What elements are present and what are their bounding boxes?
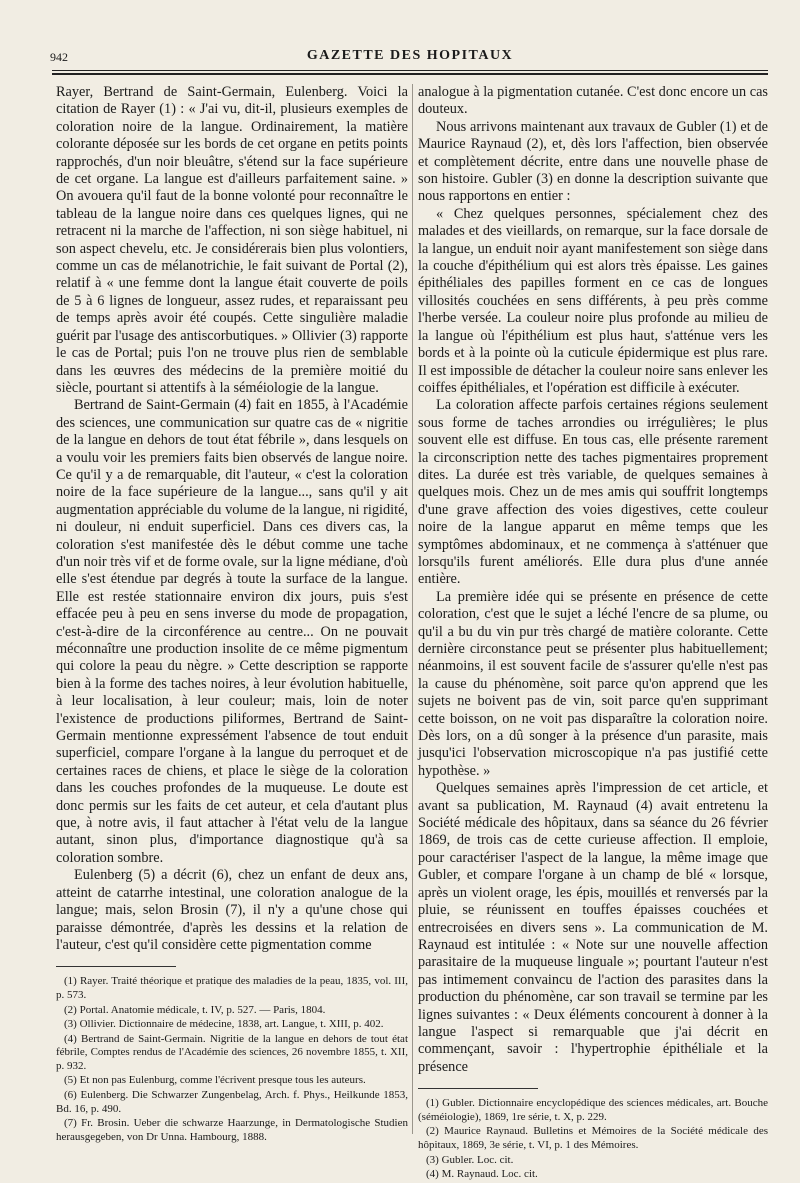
- paragraph: Bertrand de Saint-Germain (4) fait en 1855, à l'Académie des sciences, une communication sur quatre cas de « nigritie de la langue en dehors de tout état fébrile », dans lesquels on a voulu voir les premiers faits bien observés de langue noire. Ce qu'il y a de remarquable, dit l'auteur, « c'est la coloration noire de la face supérieure de la langue..., sans qu'il y ait augmentation appréciable du volume de la langue, ni rigidité, ni douleur, ni enduit superficiel. Dans ces divers cas, la coloration s'est manifestée dès le début comme une tache d'un noir très vif et de forme ovale, sur la ligne médiane, d'où elle s'est étendue par degrés à toute la surface de la langue. Elle est restée stationnaire environ dix jours, puis s'est effacée peu à peu en sens inverse du mode de propagation, c'est-à-dire de la circonférence au centre... On ne pouvait méconnaître une production insolite de ce même pigmentum qui colore la peau du nègre. » Cette description se rapporte bien à la forme des taches noires, à leur évolution habituelle, à leur localisation, à leur couleur; mais, loin de noter l'existence de productions piliformes, Bertrand de Saint-Germain mentionne expressément l'absence de tout enduit superficiel, compare l'organe à la langue du perroquet et de certaines races de chiens, et place le siège de la coloration dans les couches profondes de la muqueuse. Le doute est donc permis sur les faits de cet auteur, et cela d'autant plus que, à notre avis, il faut attacher à l'état velu de la langue autant, sinon plus, d'importance diagnostique qu'à sa coloration sombre.: [56, 397, 408, 866]
- footnote: (1) Gubler. Dictionnaire encyclopédique des sciences médicales, art. Bouche (séméiologie), 1869, 1re série, t. X, p. 229.: [418, 1097, 768, 1123]
- paragraph: La première idée qui se présente en présence de cette coloration, c'est que le sujet a léché l'encre de sa plume, ou qu'il a bu du vin pur très chargé de matière colorante. Cette dernière circonstance peut se présenter plus habituellement; néanmoins, il est souvent facile de s'assurer qu'elle n'est pas la cause du phénomène, soit parce qu'on apprend que les sujets ne boivent pas de vin, soit parce qu'en supprimant cette boisson, on ne voit pas disparaître la coloration noire. Dès lors, on a dû songer à la présence d'un parasite, mais jusqu'ici l'observation microscopique n'a pas justifié cette hypothèse. »: [418, 588, 768, 779]
- header-rule-thick: [52, 73, 768, 75]
- running-title: GAZETTE DES HOPITAUX: [306, 48, 514, 63]
- page-number: 942: [50, 50, 68, 64]
- footnote: (3) Ollivier. Dictionnaire de médecine, 1838, art. Langue, t. XIII, p. 402.: [64, 1018, 384, 1031]
- left-column: [56, 84, 408, 1145]
- footnotes: [418, 1097, 768, 1182]
- footnote: (2) Maurice Raynaud. Bulletins et Mémoires de la Société médicale des hôpitaux, 1869, 3e série, t. VI, p. 1 des Mémoires.: [418, 1125, 768, 1151]
- header-rule: [52, 70, 768, 71]
- paragraph: La coloration affecte parfois certaines régions seulement sous forme de taches arrondies ou irrégulières; le plus souvent elle est diffuse. En tous cas, elle présente rarement la circonscription nette des taches pigmentaires proprement dites. La durée est très variable, de quelques semaines à quelques mois. Chez un de mes amis qui souffrit longtemps d'une grave affection des voies digestives, cette couleur noire de la langue apparut en même temps que les symptômes abdominaux, et ne commença à s'atténuer que lorsqu'ils furent améliorés. Elle dura plus d'une année entière.: [418, 397, 768, 588]
- right-column: [418, 84, 768, 1183]
- footnote: (1) Rayer. Traité théorique et pratique des maladies de la peau, 1835, vol. III, p. 573.: [56, 975, 408, 1001]
- paragraph: Rayer, Bertrand de Saint-Germain, Eulenberg. Voici la citation de Rayer (1) : « J'ai vu, dit-il, plusieurs exemples de coloration noire de la langue. Ordinairement, la matière colorante déposée sur les bords de cet organe en petits points rapprochés, d'un noir bleuâtre, s'étend sur la face supérieure de cet organe. La langue est d'ailleurs parfaitement saine. » On avouera qu'il faut de la bonne volonté pour reconnaître le tableau de la langue noire dans ces quelques lignes, qui ne retracent ni la marche de l'affection, ni son siège habituel, ni son aspect chevelu, etc. Je considérerais bien plus volontiers, comme un cas de mélanotrichie, le fait suivant de Portal (2), relatif à « une femme dont la langue était couverte de poils de 5 à 6 lignes de longueur, assez rudes, et reparaissant peu de temps après avoir été coupés. Cette singulière maladie guérit par l'usage des antiscorbutiques. » Ollivier (3) rapporte le cas de Portal; puis l'on ne trouve plus rien de semblable dans les œuvres des médecins de la première moitié du siècle, pourtant si attentifs à la séméiologie de la langue.: [56, 84, 408, 396]
- paragraph: Quelques semaines après l'impression de cet article, et avant sa publication, M. Raynaud (4) avait entretenu la Société médicale des hôpitaux, dans sa séance du 26 février 1869, de trois cas de cette curieuse affection. Il emploie, pour caractériser l'aspect de la langue, la même image que Gubler, et compare l'organe à un champ de blé « lorsque, après un violent orage, les épis, mouillés et renversés par la pluie, se réunissent en touffes épaisses couchées et entrecroisées en divers sens ». La communication de M. Raynaud est intitulée : « Note sur une nouvelle affection parasitaire de la muqueuse linguale »; pourtant l'auteur n'est pas intimement convaincu de l'action des parasites dans la production du phénomène, car son travail se termine par les lignes suivantes : « Deux éléments concourent à donner à la langue l'aspect si remarquable que j'ai décrit en commençant, savoir : l'hypertrophie épithéliale et la présence: [418, 780, 768, 1075]
- footnotes: [56, 975, 408, 1144]
- paragraph: « Chez quelques personnes, spécialement chez des malades et des vieillards, on remarque, sur la face dorsale de la langue, un enduit noir ayant manifestement son siège dans la couche d'épithélium qui est alors très épaisse. Les gaines épithéliales des papilles forment en ce cas de longues villosités couchées en sens différents, à peu près comme l'herbe versée. La couleur noire plus profonde au milieu de la langue où l'épithélium est plus haut, s'atténue vers les bords et à la pointe où la cuticule épidermique est plus rare. Il est impossible de détacher la couleur noire sans enlever les coiffes épithéliales, et l'opération est difficile à exécuter.: [418, 205, 768, 396]
- footnote: (4) Bertrand de Saint-Germain. Nigritie de la langue en dehors de tout état fébrile, Comptes rendus de l'Académie des sciences, 26 novembre 1855, t. XII, p. 932.: [56, 1032, 408, 1072]
- paragraph: Nous arrivons maintenant aux travaux de Gubler (1) et de Maurice Raynaud (2), et, dès lors l'affection, bien observée et complètement décrite, entre dans une nouvelle phase de son histoire. Gubler (3) en donne la description suivante que nous rapportons en entier :: [418, 118, 768, 205]
- footnote: (2) Portal. Anatomie médicale, t. IV, p. 527. — Paris, 1804.: [64, 1003, 326, 1016]
- paragraph: analogue à la pigmentation cutanée. C'est donc encore un cas douteux.: [418, 84, 768, 118]
- page-header: [50, 44, 770, 70]
- footnote: (7) Fr. Brosin. Ueber die schwarze Haarzunge, in Dermatologische Studien herausgegeben, von Dr Unna. Hambourg, 1888.: [56, 1117, 408, 1143]
- footnotes-rule: [418, 1088, 538, 1089]
- footnote: (4) M. Raynaud. Loc. cit.: [426, 1168, 538, 1181]
- footnote: (5) Et non pas Eulenburg, comme l'écrivent presque tous les auteurs.: [64, 1074, 366, 1087]
- paragraph: Eulenberg (5) a décrit (6), chez un enfant de deux ans, atteint de catarrhe intestinal, une coloration analogue de la langue; mais, selon Brosin (7), il n'y a qu'une chose qui paraisse démontrée, d'après les dessins et la relation de l'auteur, c'est qu'il considère cette pigmentation comme: [56, 867, 408, 953]
- footnotes-rule: [56, 966, 176, 967]
- column-divider: [412, 84, 413, 1134]
- footnote: (3) Gubler. Loc. cit.: [426, 1153, 514, 1166]
- footnote: (6) Eulenberg. Die Schwarzer Zungenbelag, Arch. f. Phys., Heilkunde 1853, Bd. 16, p. 490.: [56, 1089, 408, 1115]
